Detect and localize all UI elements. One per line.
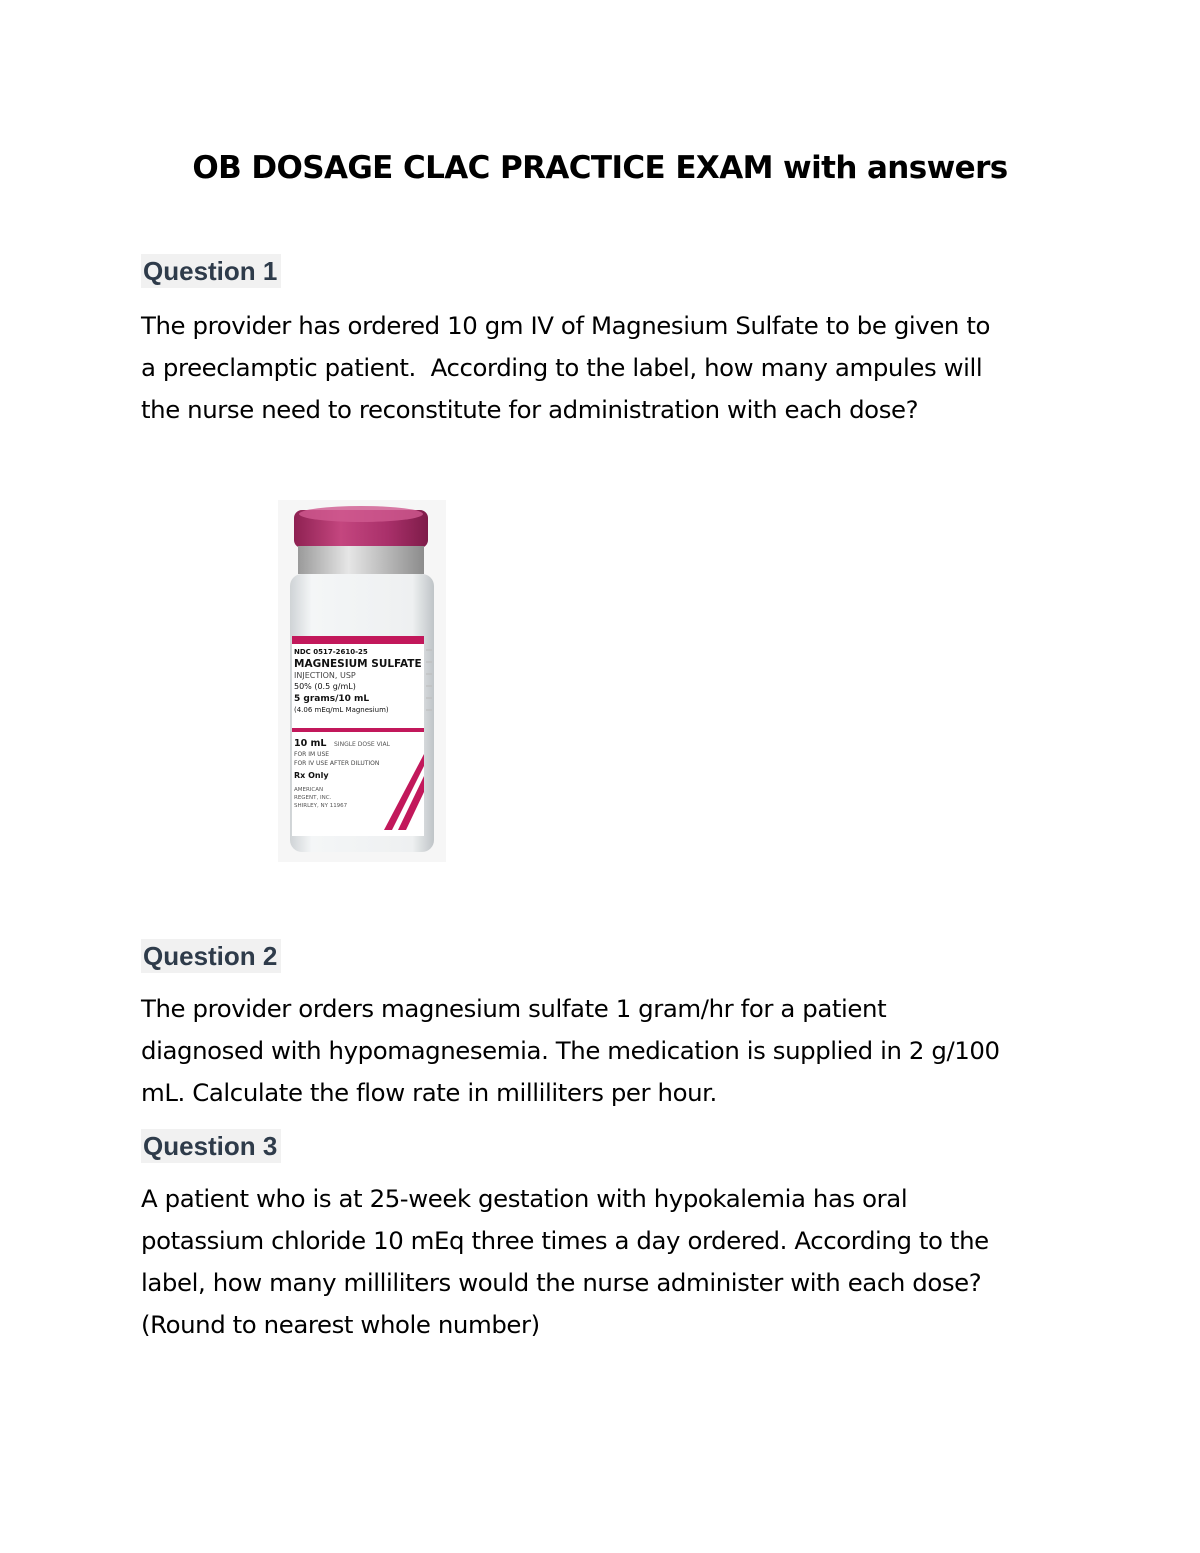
vial-neck [298, 546, 424, 574]
vial-strength: 5 grams/10 mL [294, 694, 370, 704]
question-2-heading: Question 2 [141, 939, 281, 973]
question-1-text [141, 305, 1081, 431]
question-3-line-2: potassium chloride 10 mEq three times a day ordered. According to the [141, 1226, 989, 1255]
question-3-heading: Question 3 [141, 1129, 281, 1163]
vial-concentration: 50% (0.5 g/mL) [294, 682, 356, 691]
question-3-text [141, 1178, 1081, 1346]
vial-rx: Rx Only [294, 771, 329, 780]
vial-volume: 10 mL [294, 738, 327, 749]
magnesium-sulfate-vial-image [278, 500, 446, 862]
vial-route-im: FOR IM USE [294, 751, 330, 758]
question-2-text [141, 988, 1081, 1114]
vial-illustration [278, 500, 446, 862]
question-3-line-4: (Round to nearest whole number) [141, 1310, 540, 1339]
vial-type: SINGLE DOSE VIAL [334, 741, 390, 748]
vial-route-iv: FOR IV USE AFTER DILUTION [294, 760, 380, 767]
question-1-line-3: the nurse need to reconstitute for administration with each dose? [141, 395, 919, 424]
question-1-line-1: The provider has ordered 10 gm IV of Magnesium Sulfate to be given to [141, 311, 991, 340]
vial-ndc: NDC 0517-2610-25 [294, 648, 368, 656]
question-1-line-2: a preeclamptic patient. According to the label, how many ampules will [141, 353, 983, 382]
vial-maker-1: AMERICAN [294, 787, 324, 793]
question-3-line-1: A patient who is at 25-week gestation with hypokalemia has oral [141, 1184, 908, 1213]
question-2-line-2: diagnosed with hypomagnesemia. The medication is supplied in 2 g/100 [141, 1036, 1000, 1065]
vial-drug-name: MAGNESIUM SULFATE [294, 658, 422, 670]
question-2-line-3: mL. Calculate the flow rate in milliliters per hour. [141, 1078, 717, 1107]
vial-maker-3: SHIRLEY, NY 11967 [294, 803, 348, 809]
vial-maker-2: REGENT, INC. [294, 795, 332, 801]
question-3-line-3: label, how many milliliters would the nurse administer with each dose? [141, 1268, 982, 1297]
question-1-heading: Question 1 [141, 254, 281, 288]
question-2-line-1: The provider orders magnesium sulfate 1 gram/hr for a patient [141, 994, 887, 1023]
vial-form: INJECTION, USP [294, 671, 356, 680]
vial-meq: (4.06 mEq/mL Magnesium) [294, 706, 389, 714]
document-title: OB DOSAGE CLAC PRACTICE EXAM with answers [192, 150, 1008, 186]
